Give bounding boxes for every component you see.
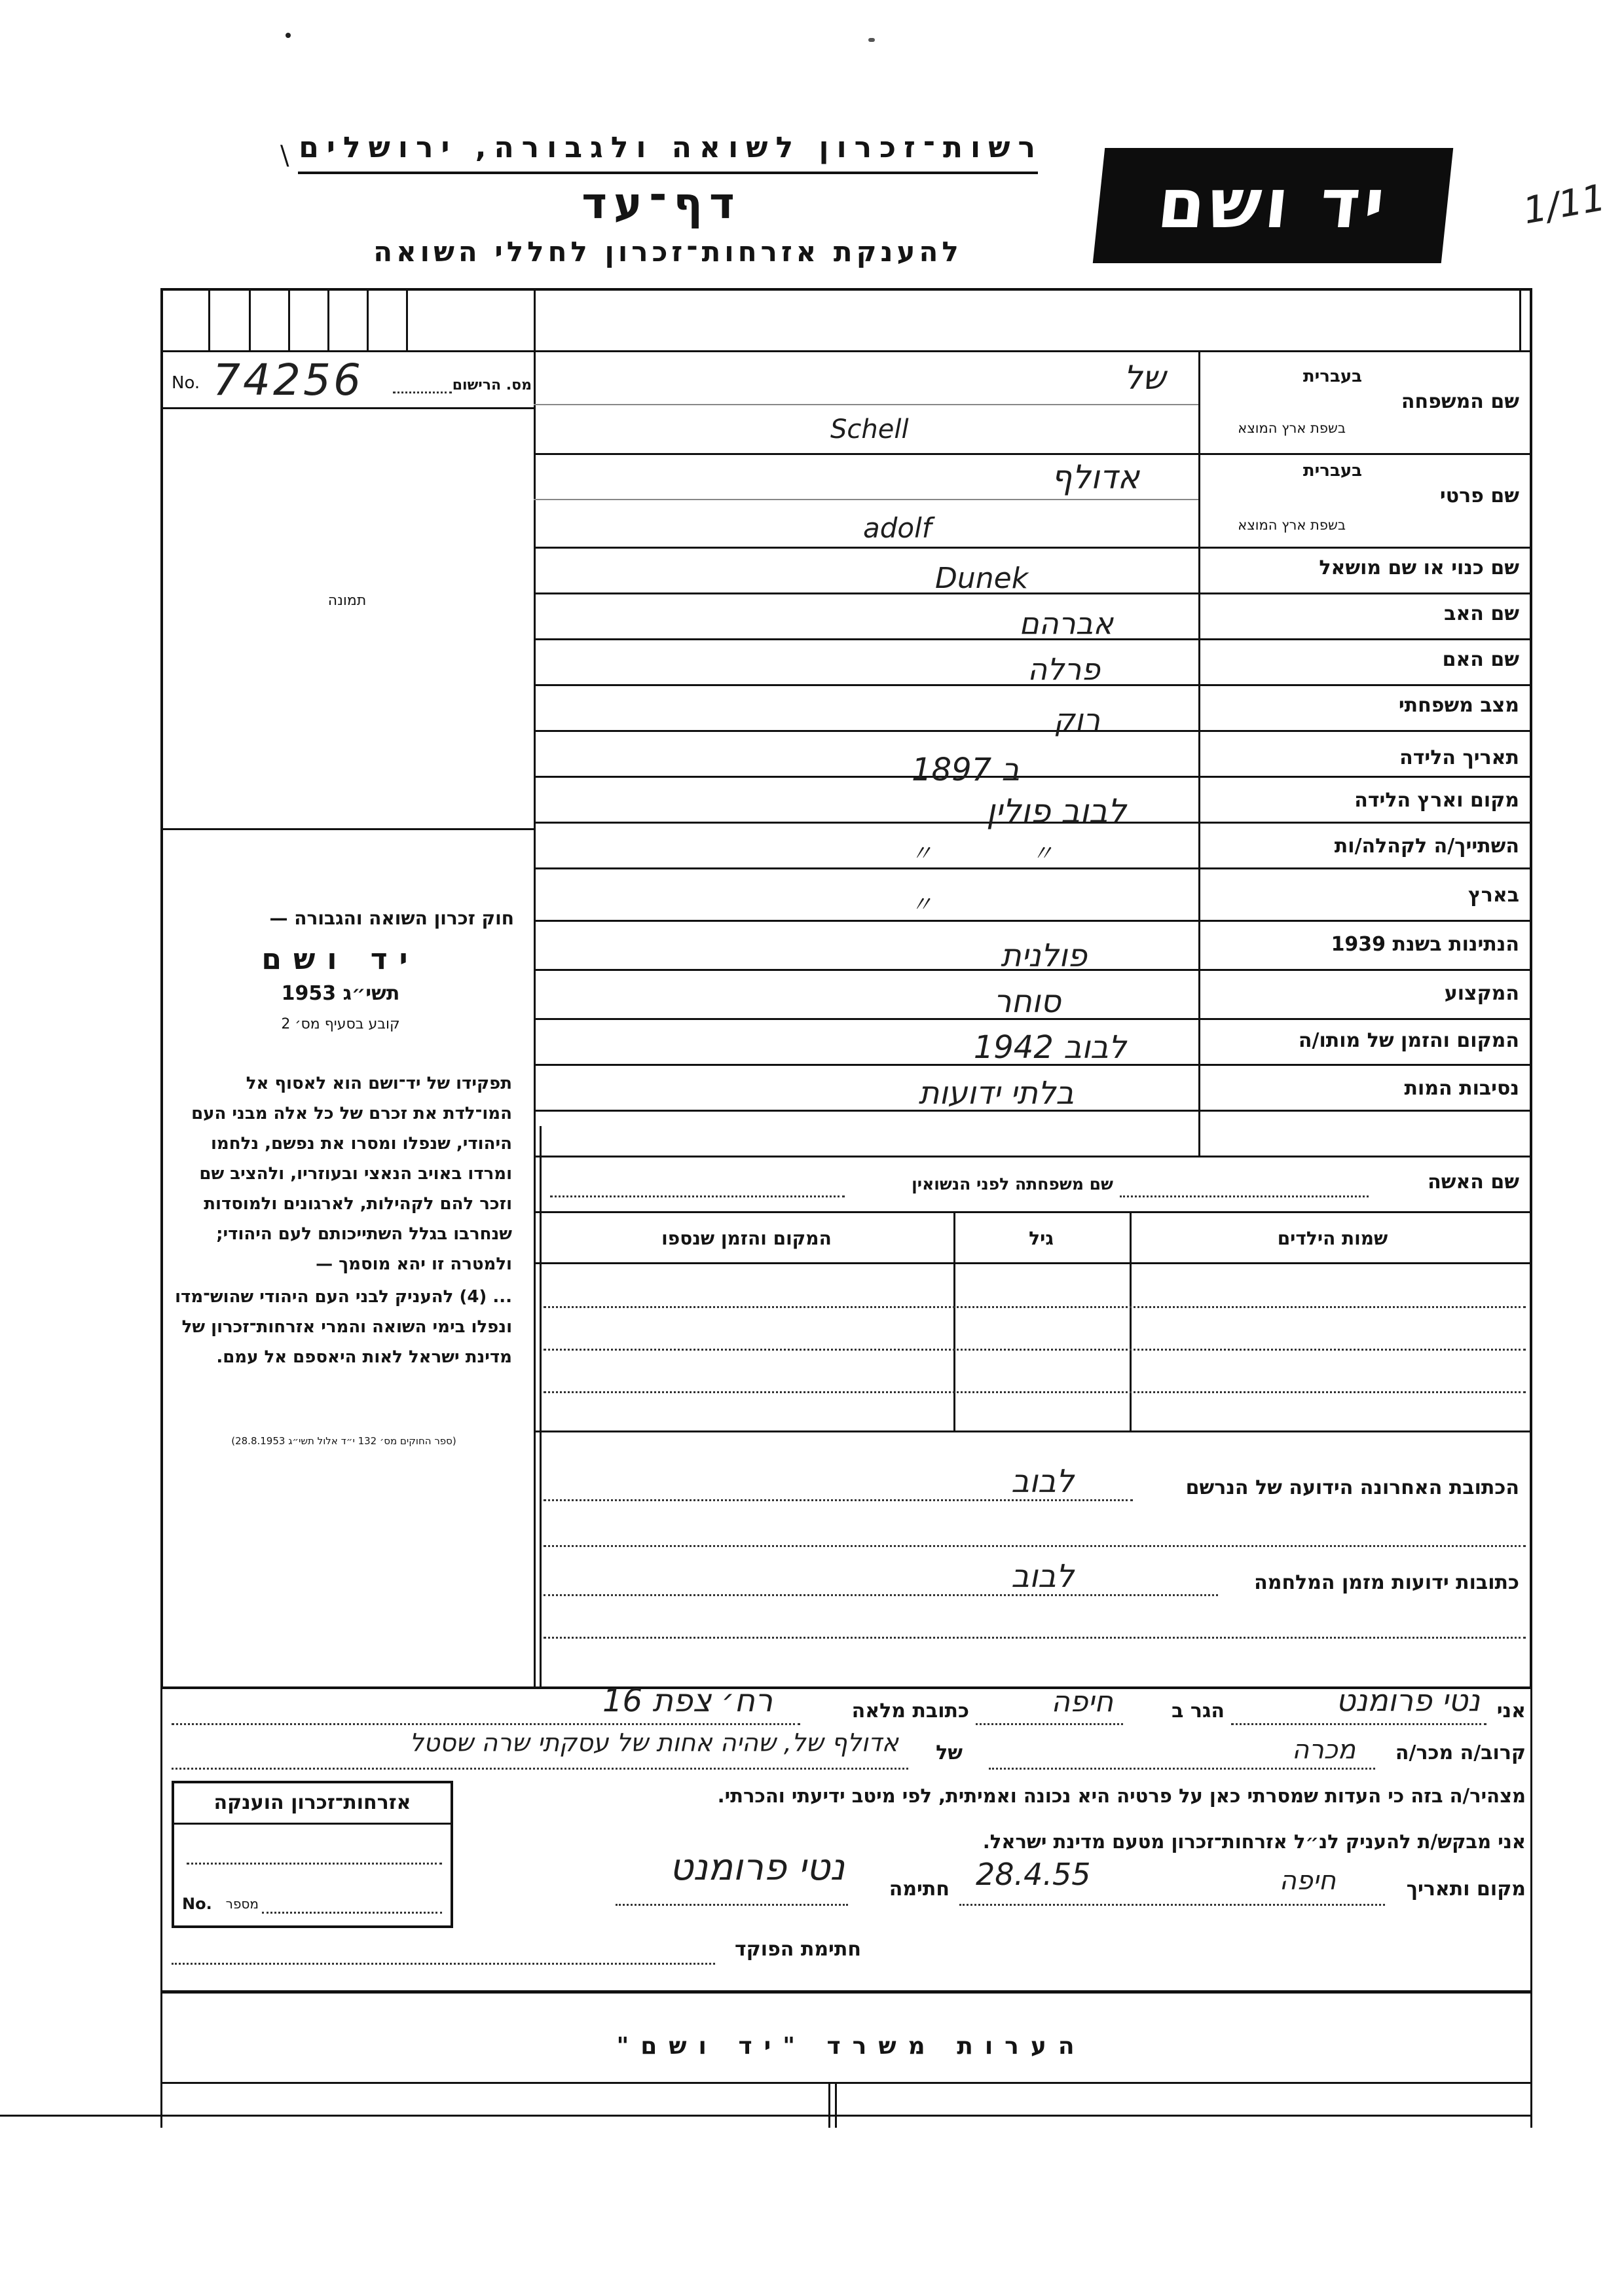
relation-label: קרוב/ה מכר/ה — [1395, 1741, 1526, 1764]
form-subtitle: להענקת אזרחות־זכרון לחללי השואה — [373, 236, 963, 268]
of-label: של — [936, 1741, 963, 1764]
strip-tick-2 — [249, 288, 251, 350]
registration-number: 74256 — [213, 355, 363, 405]
place-date-dots — [959, 1904, 1385, 1906]
full-address-label: כתובת מלאה — [851, 1700, 969, 1722]
wife-row-bottom — [534, 1211, 1532, 1213]
authority-paren: \ — [280, 141, 289, 171]
community-label: השתייך/ה לקהלה/ות — [1334, 835, 1519, 858]
first-name-hebrew-value: אדולף — [1051, 458, 1139, 496]
first-name-sub-hebrew: בעברית — [1302, 461, 1362, 481]
children-row-3 — [544, 1391, 1526, 1393]
place-date-label: מקום ותאריך — [1406, 1878, 1526, 1901]
children-header-age: גיל — [1029, 1228, 1054, 1249]
signature-value: נטי פרומנט — [669, 1846, 845, 1889]
authority-line: רשות־זכרון לשואה ולגבורה, ירושלים — [299, 131, 1043, 164]
birth-place-value: לבוב פולין — [986, 792, 1126, 830]
page-bottom-rule — [0, 2115, 1530, 2117]
birth-date-label: תאריך הלידה — [1399, 746, 1519, 769]
declaration-statement: מצהיר/ה בזה כי העדות שמסרתי כאן על פרטיה היא נכונה ואמיתית, לפי מיטב ידיעתי והכרתי. — [717, 1785, 1526, 1807]
first-name-sub-origin: בשפת ארץ המוצא — [1238, 517, 1346, 533]
strip-tick-6 — [406, 288, 408, 350]
office-notes-heading: הערות משרד "יד ושם" — [616, 2033, 1086, 2060]
marital-status-value: רוק — [1053, 702, 1100, 737]
last-address-label: הכתובת האחרונה הידועה של הנרשם — [1185, 1476, 1519, 1499]
of-dots — [172, 1768, 908, 1770]
wife-maiden-label: שם משפחתה לפני הנשואין — [912, 1175, 1113, 1194]
community-value: 〃 〃 — [910, 841, 1099, 867]
wife-dots — [1120, 1195, 1369, 1197]
row-sep-15 — [534, 1156, 1532, 1157]
citizenship-number-label: מספר — [225, 1896, 259, 1912]
family-name-origin-value: Schell — [830, 414, 909, 445]
declarant-dots — [1231, 1723, 1486, 1725]
row-sep-2b — [534, 499, 1198, 500]
left-margin-rule — [160, 1650, 162, 2128]
place-value: חיפה — [1279, 1866, 1336, 1896]
label-column-divider — [1198, 350, 1200, 1156]
declarant-name: נטי פרומנט — [1336, 1683, 1480, 1718]
left-column-divider — [534, 288, 536, 1689]
photo-label: תמונה — [327, 592, 367, 609]
wife-maiden-dots — [550, 1195, 845, 1197]
law-citation: (ספר החוקים מס׳ 132 י״ד אלול תשי״ג 28.8.1953) — [231, 1435, 456, 1447]
profession-value: סוחר — [993, 983, 1061, 1020]
address-extra-dots-1 — [544, 1545, 1526, 1547]
children-row-1 — [544, 1306, 1526, 1308]
left-column-divider-2 — [540, 1126, 542, 1689]
top-speck-2 — [868, 38, 875, 42]
corner-handwritten-mark: 1/11 — [1520, 176, 1609, 233]
mother-name-label: שם האם — [1442, 648, 1519, 671]
children-table-bottom — [534, 1430, 1532, 1432]
death-circumstances-value: בלתי ידועות — [918, 1075, 1074, 1112]
full-address-value: רח׳ צפת 16 — [602, 1683, 773, 1719]
bottom-center-tick-2 — [835, 2082, 837, 2128]
city-dots — [976, 1723, 1123, 1725]
office-notes-rule — [160, 2082, 1532, 2084]
row-sep-9 — [534, 867, 1532, 869]
logo-text: יד ושם — [1154, 164, 1393, 244]
right-margin-rule — [1530, 1650, 1532, 2128]
children-col-divider-1 — [1130, 1211, 1132, 1430]
resides-label: הגר ב — [1172, 1700, 1225, 1722]
officer-signature-label: חתימת הפוקד — [735, 1938, 861, 1961]
father-name-label: שם האב — [1444, 602, 1519, 625]
row-sep-3 — [534, 592, 1532, 594]
officer-signature-dots — [172, 1963, 715, 1965]
last-address-value: לבוב — [1011, 1463, 1074, 1500]
row-sep-7 — [534, 776, 1532, 778]
children-header-bottom — [534, 1262, 1532, 1264]
family-name-hebrew-value: של — [1124, 359, 1166, 397]
declaration-request: אני מבקש/ת להעניק לנ״ל אזרחות־זכרון מטעם מדינת ישראל. — [982, 1831, 1526, 1853]
citizenship-number-dots — [262, 1912, 442, 1914]
death-circumstances-label: נסיבות המות — [1404, 1077, 1519, 1100]
country-value: 〃 — [910, 892, 932, 918]
law-clause: קובע בסעיף מס׳ 2 — [281, 1016, 400, 1032]
form-title: דף־עד — [581, 178, 741, 228]
citizenship-title-rule — [172, 1823, 453, 1825]
registration-dots — [393, 392, 452, 393]
law-name: יד ושם — [261, 943, 420, 976]
first-name-origin-value: adolf — [863, 512, 932, 544]
bottom-center-tick — [828, 2082, 830, 2128]
top-speck-1 — [286, 33, 291, 38]
strip-tick-1 — [208, 288, 210, 350]
nickname-value: Dunek — [935, 562, 1029, 595]
birth-date-value: ב 1897 — [912, 752, 1020, 788]
death-place-time-label: המקום והזמן של מותו/ה — [1298, 1029, 1519, 1052]
signature-label: חתימה — [889, 1878, 950, 1901]
strip-tick-5 — [367, 288, 369, 350]
profession-label: המקצוע — [1444, 982, 1519, 1005]
relation-value: מכרה — [1291, 1735, 1356, 1765]
address-extra-dots-2 — [544, 1637, 1526, 1639]
nationality-label: הנתינות בשנת 1939 — [1331, 933, 1519, 956]
father-name-value: אברהם — [1019, 606, 1113, 641]
office-notes-top-rule — [160, 1990, 1532, 1994]
date-value: 28.4.55 — [976, 1857, 1091, 1892]
death-place-time-value: לבוב 1942 — [973, 1029, 1126, 1066]
birth-place-label: מקום וארץ הלידה — [1354, 789, 1519, 812]
war-address-value: לבוב — [1011, 1558, 1074, 1595]
war-address-dots — [544, 1594, 1218, 1596]
registration-no-label: No. — [172, 373, 200, 393]
photo-area-bottom — [160, 828, 534, 830]
law-heading: חוק זכרון השואה והגבורה — — [269, 907, 514, 929]
nickname-label: שם כנוי או שם מושאל — [1319, 556, 1519, 579]
children-header-names: שמות הילדים — [1277, 1228, 1388, 1249]
country-label: בארץ — [1467, 884, 1519, 907]
authority-underline — [298, 172, 1038, 174]
nationality-value: פולנית — [1001, 938, 1087, 974]
registration-row-bottom — [160, 407, 534, 409]
war-address-label: כתובות ידועות מזמן המלחמה — [1254, 1571, 1519, 1594]
children-header-place-time: המקום והזמן שנספו — [661, 1228, 832, 1249]
relation-dots — [989, 1768, 1375, 1770]
strip-tick-3 — [288, 288, 290, 350]
citizenship-granted-title: אזרחות־זכרון הוענקה — [213, 1791, 411, 1814]
citizenship-no-label: No. — [182, 1895, 212, 1913]
strip-tick-4 — [327, 288, 329, 350]
top-strip-bottom — [160, 350, 1532, 352]
family-name-sub-hebrew: בעברית — [1302, 367, 1362, 386]
law-paragraph-1: תפקידו של יד־ושם הוא לאסוף אל המו־לדת את זכרם של כל אלה מבני העם היהודי, שנפלו ומסרו את נפשם, נלחמו ומרדו באויב הנאצי ובעוזריו, ולהציב שם וזכר להם לקהילות, לארגונים ולמוסדות שנחרבו בגלל השתייכותם לעם היהודי; ולמטרה זו יהא מוסמך — — [191, 1074, 512, 1274]
wife-label: שם האשה — [1428, 1171, 1519, 1194]
row-sep-10 — [534, 920, 1532, 922]
yad-vashem-logo — [1093, 148, 1453, 263]
marital-status-label: מצב משפחתי — [1398, 694, 1519, 717]
children-col-divider-2 — [953, 1211, 955, 1430]
declaration-i-label: אני — [1496, 1700, 1526, 1722]
mother-name-value: פרלה — [1027, 651, 1100, 687]
registration-label: מס. הרישום — [452, 377, 532, 393]
of-value: אדולף של, שהיה אחות של עסקתי שרה שסטל — [409, 1728, 898, 1757]
full-address-dots — [172, 1723, 800, 1725]
strip-tick-7 — [1519, 288, 1521, 350]
citizenship-dots-1 — [187, 1863, 442, 1865]
law-year: תשי״ג 1953 — [281, 982, 400, 1005]
children-row-2 — [544, 1349, 1526, 1351]
signature-dots — [616, 1904, 848, 1906]
row-sep-2 — [534, 547, 1532, 549]
family-name-label: שם המשפחה — [1401, 390, 1519, 413]
first-name-label: שם פרטי — [1439, 484, 1519, 507]
row-sep-1b — [534, 404, 1198, 405]
row-sep-1 — [534, 453, 1532, 455]
law-paragraph-2: ... (4) להעניק לבני העם היהודי שהוש־מדו ונפלו בימי השואה והמרי אזרחות־זכרון של מדינת ישראל לאות היאספם אל עמם. — [175, 1287, 512, 1367]
family-name-sub-origin: בשפת ארץ המוצא — [1238, 420, 1346, 436]
declarant-city: חיפה — [1051, 1685, 1113, 1719]
